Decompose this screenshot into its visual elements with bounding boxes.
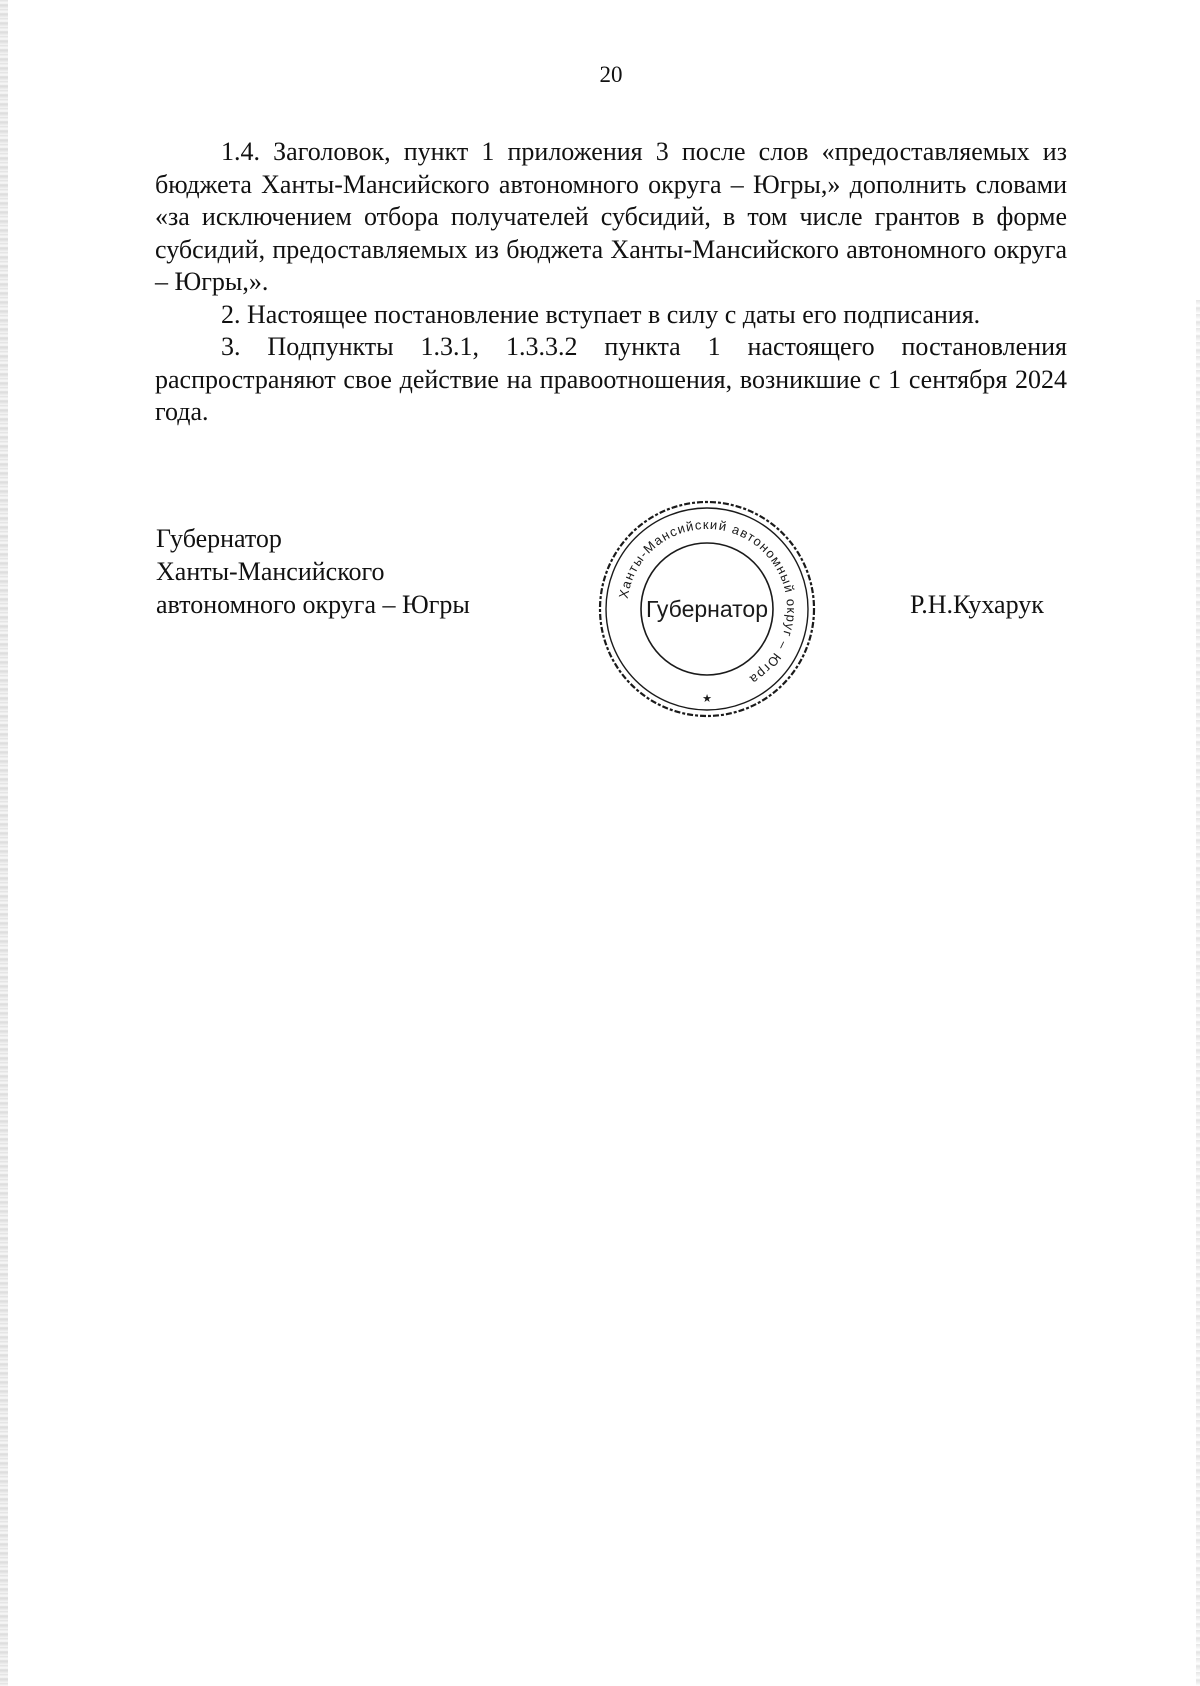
- paragraph-3: 3. Подпункты 1.3.1, 1.3.3.2 пункта 1 настоящего постановления распространяют свое действие на правоотношения, возникшие с 1 сентября 2024 года.: [155, 332, 1067, 426]
- document-body: [155, 136, 1067, 429]
- paragraph-1-4: 1.4. Заголовок, пункт 1 приложения 3 после слов «предоставляемых из бюджета Ханты-Мансийского автономного округа – Югры,» дополнить словами «за исключением отбора получателей субсидий, в том числе грантов в форме субсидий, предоставляемых из бюджета Ханты-Мансийского автономного округа – Югры,».: [155, 137, 1067, 296]
- official-seal-stamp: [596, 498, 818, 720]
- signatory-position-line: автономного округа – Югры: [156, 590, 470, 619]
- scan-edge-left: [0, 0, 8, 1686]
- signatory-name: Р.Н.Кухарук: [910, 590, 1044, 619]
- seal-ring-text: Ханты-Мансийский автономный округ – Югра: [615, 516, 800, 688]
- signatory-position-line: Губернатор: [156, 524, 282, 553]
- seal-star-icon: ★: [702, 692, 712, 705]
- signatory-position-line: Ханты-Мансийского: [156, 557, 385, 586]
- page-number: 20: [599, 62, 623, 87]
- signatory-position: [156, 522, 516, 621]
- paragraph-2: 2. Настоящее постановление вступает в силу с даты его подписания.: [221, 299, 981, 329]
- seal-center-text: Губернатор: [645, 596, 769, 622]
- scan-edge-right: [1196, 300, 1200, 1686]
